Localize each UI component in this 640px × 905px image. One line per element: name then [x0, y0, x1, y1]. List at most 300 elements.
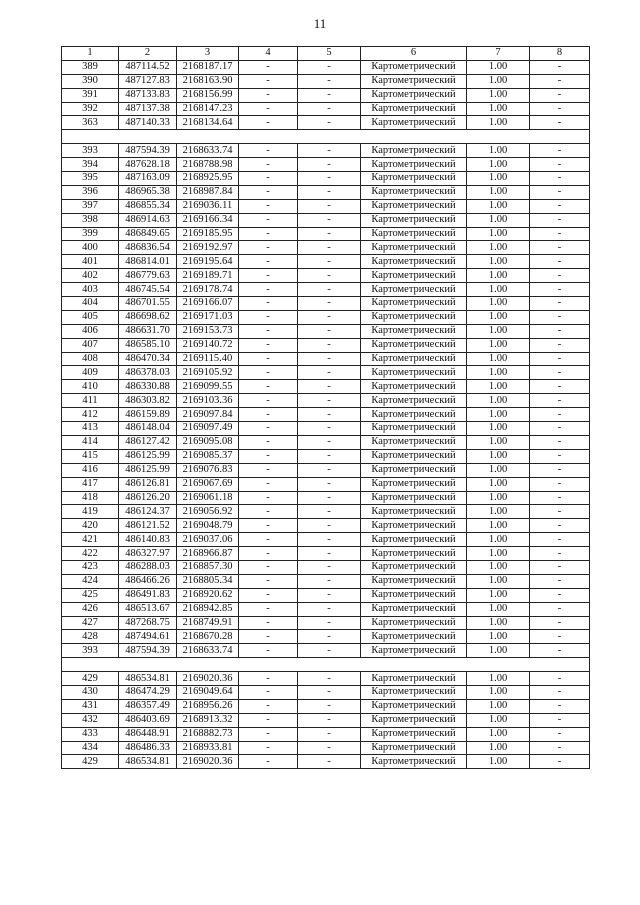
table-row: [62, 158, 590, 172]
table-cell-col-2: 486378.03: [119, 366, 177, 380]
table-cell-col-8: -: [530, 269, 590, 283]
table-cell-col-2: 487628.18: [119, 158, 177, 172]
table-cell-col-3: 2169185.95: [177, 227, 239, 241]
table-row: [62, 185, 590, 199]
table-cell-col-2: 486779.63: [119, 269, 177, 283]
table-cell-col-7: 1.00: [467, 380, 530, 394]
table-cell-col-2: 486698.62: [119, 310, 177, 324]
table-cell-col-8: -: [530, 310, 590, 324]
table-cell-col-6: Картометрический: [361, 477, 467, 491]
table-row: [62, 88, 590, 102]
table-cell-col-1: 429: [62, 672, 119, 686]
table-cell-col-7: 1.00: [467, 297, 530, 311]
table-cell-col-8: -: [530, 283, 590, 297]
table-row: [62, 533, 590, 547]
table-cell-col-2: 486474.29: [119, 685, 177, 699]
table-cell-col-3: 2169166.34: [177, 213, 239, 227]
table-cell-col-2: 486513.67: [119, 602, 177, 616]
table-cell-col-8: -: [530, 630, 590, 644]
table-cell-col-1: 404: [62, 297, 119, 311]
table-cell-col-7: 1.00: [467, 727, 530, 741]
table-cell-col-8: -: [530, 713, 590, 727]
table-cell-col-3: 2168788.98: [177, 158, 239, 172]
table-cell-col-6: Картометрический: [361, 324, 467, 338]
table-cell-col-3: 2169166.07: [177, 297, 239, 311]
table-cell-col-3: 2168134.64: [177, 116, 239, 130]
table-cell-col-6: Картометрический: [361, 616, 467, 630]
table-cell-col-5: -: [298, 185, 361, 199]
table-row: [62, 310, 590, 324]
table-cell-col-6: Картометрический: [361, 213, 467, 227]
table-cell-col-5: -: [298, 255, 361, 269]
table-cell-col-6: Картометрический: [361, 727, 467, 741]
table-cell-col-4: -: [239, 352, 298, 366]
table-cell-col-6: Картометрический: [361, 366, 467, 380]
table-row: [62, 602, 590, 616]
table-cell-col-4: -: [239, 699, 298, 713]
table-cell-col-8: -: [530, 227, 590, 241]
table-cell-col-3: 2169020.36: [177, 672, 239, 686]
table-cell-col-8: -: [530, 199, 590, 213]
column-header-2: 2: [119, 47, 177, 61]
table-cell-col-5: -: [298, 713, 361, 727]
table-cell-col-3: 2169048.79: [177, 519, 239, 533]
table-cell-col-1: 401: [62, 255, 119, 269]
table-cell-col-7: 1.00: [467, 685, 530, 699]
table-cell-col-4: -: [239, 547, 298, 561]
table-cell-col-2: 486701.55: [119, 297, 177, 311]
table-cell-col-2: 486491.83: [119, 588, 177, 602]
table-cell-col-6: Картометрический: [361, 574, 467, 588]
table-cell-col-3: 2169178.74: [177, 283, 239, 297]
table-cell-col-1: 417: [62, 477, 119, 491]
table-cell-col-5: -: [298, 241, 361, 255]
table-cell-col-5: -: [298, 394, 361, 408]
table-cell-col-6: Картометрический: [361, 533, 467, 547]
table-cell-col-5: -: [298, 283, 361, 297]
table-cell-col-1: 399: [62, 227, 119, 241]
table-cell-col-7: 1.00: [467, 616, 530, 630]
table-cell-col-5: -: [298, 533, 361, 547]
table-cell-col-3: 2168942.85: [177, 602, 239, 616]
table-cell-col-7: 1.00: [467, 158, 530, 172]
table-cell-col-2: 486125.99: [119, 449, 177, 463]
table-cell-col-1: 426: [62, 602, 119, 616]
table-cell-col-7: 1.00: [467, 602, 530, 616]
table-row: [62, 519, 590, 533]
table-cell-col-1: 433: [62, 727, 119, 741]
table-cell-col-1: 403: [62, 283, 119, 297]
table-cell-col-8: -: [530, 144, 590, 158]
table-cell-col-3: 2169153.73: [177, 324, 239, 338]
table-row: [62, 241, 590, 255]
table-cell-col-6: Картометрический: [361, 74, 467, 88]
table-cell-col-8: -: [530, 116, 590, 130]
table-cell-col-4: -: [239, 560, 298, 574]
coordinates-table: [61, 46, 590, 769]
table-cell-col-5: -: [298, 574, 361, 588]
table-cell-col-1: 414: [62, 435, 119, 449]
table-cell-col-7: 1.00: [467, 588, 530, 602]
table-cell-col-5: -: [298, 60, 361, 74]
table-row: [62, 672, 590, 686]
table-cell-col-5: -: [298, 477, 361, 491]
table-cell-col-7: 1.00: [467, 672, 530, 686]
table-cell-col-2: 486403.69: [119, 713, 177, 727]
table-cell-col-4: -: [239, 741, 298, 755]
table-cell-col-7: 1.00: [467, 283, 530, 297]
table-row: [62, 713, 590, 727]
table-cell-col-1: 390: [62, 74, 119, 88]
table-cell-col-8: -: [530, 477, 590, 491]
table-cell-col-6: Картометрический: [361, 560, 467, 574]
table-cell-col-2: 486836.54: [119, 241, 177, 255]
table-cell-col-3: 2168966.87: [177, 547, 239, 561]
table-cell-col-2: 486466.26: [119, 574, 177, 588]
table-cell-col-6: Картометрический: [361, 269, 467, 283]
table-row: [62, 449, 590, 463]
table-row: [62, 269, 590, 283]
table-cell-col-7: 1.00: [467, 324, 530, 338]
table-row: [62, 574, 590, 588]
table-cell-col-7: 1.00: [467, 699, 530, 713]
separator-cell: [62, 130, 590, 144]
table-cell-col-3: 2168163.90: [177, 74, 239, 88]
table-cell-col-5: -: [298, 422, 361, 436]
table-cell-col-6: Картометрический: [361, 144, 467, 158]
table-cell-col-7: 1.00: [467, 241, 530, 255]
table-cell-col-2: 486121.52: [119, 519, 177, 533]
table-cell-col-5: -: [298, 352, 361, 366]
table-cell-col-5: -: [298, 588, 361, 602]
table-cell-col-8: -: [530, 255, 590, 269]
table-cell-col-8: -: [530, 547, 590, 561]
table-cell-col-7: 1.00: [467, 741, 530, 755]
table-row: [62, 283, 590, 297]
table-cell-col-8: -: [530, 741, 590, 755]
table-row: [62, 144, 590, 158]
table-cell-col-5: -: [298, 685, 361, 699]
table-cell-col-6: Картометрический: [361, 519, 467, 533]
table-cell-col-5: -: [298, 88, 361, 102]
table-cell-col-2: 486631.70: [119, 324, 177, 338]
table-cell-col-3: 2168147.23: [177, 102, 239, 116]
table-cell-col-6: Картометрический: [361, 394, 467, 408]
table-cell-col-4: -: [239, 283, 298, 297]
table-cell-col-7: 1.00: [467, 102, 530, 116]
table-row: [62, 422, 590, 436]
table-cell-col-1: 411: [62, 394, 119, 408]
table-cell-col-5: -: [298, 519, 361, 533]
table-cell-col-4: -: [239, 713, 298, 727]
table-row: [62, 297, 590, 311]
table-row: [62, 477, 590, 491]
table-cell-col-6: Картометрический: [361, 116, 467, 130]
table-row: [62, 366, 590, 380]
table-cell-col-3: 2169103.36: [177, 394, 239, 408]
table-cell-col-2: 486126.20: [119, 491, 177, 505]
table-cell-col-2: 486140.83: [119, 533, 177, 547]
table-cell-col-5: -: [298, 338, 361, 352]
table-cell-col-7: 1.00: [467, 449, 530, 463]
table-cell-col-8: -: [530, 588, 590, 602]
table-cell-col-4: -: [239, 324, 298, 338]
table-row: [62, 755, 590, 769]
table-cell-col-4: -: [239, 102, 298, 116]
table-cell-col-7: 1.00: [467, 463, 530, 477]
table-cell-col-2: 486159.89: [119, 408, 177, 422]
table-cell-col-4: -: [239, 297, 298, 311]
table-cell-col-8: -: [530, 172, 590, 186]
table-cell-col-3: 2169076.83: [177, 463, 239, 477]
table-cell-col-7: 1.00: [467, 269, 530, 283]
table-row: [62, 338, 590, 352]
table-cell-col-3: 2169056.92: [177, 505, 239, 519]
table-cell-col-1: 407: [62, 338, 119, 352]
table-cell-col-7: 1.00: [467, 755, 530, 769]
table-cell-col-8: -: [530, 158, 590, 172]
table-cell-col-6: Картометрический: [361, 630, 467, 644]
table-cell-col-3: 2169095.08: [177, 435, 239, 449]
table-row: [62, 380, 590, 394]
table-cell-col-4: -: [239, 116, 298, 130]
table-cell-col-3: 2169189.71: [177, 269, 239, 283]
column-header-5: 5: [298, 47, 361, 61]
table-cell-col-4: -: [239, 227, 298, 241]
table-row: [62, 547, 590, 561]
table-cell-col-2: 486814.01: [119, 255, 177, 269]
table-cell-col-3: 2169097.49: [177, 422, 239, 436]
table-cell-col-1: 398: [62, 213, 119, 227]
table-cell-col-1: 431: [62, 699, 119, 713]
table-cell-col-4: -: [239, 366, 298, 380]
table-row: [62, 227, 590, 241]
table-cell-col-2: 487163.09: [119, 172, 177, 186]
table-cell-col-5: -: [298, 602, 361, 616]
table-row: [62, 255, 590, 269]
table-row: [62, 199, 590, 213]
table-cell-col-4: -: [239, 519, 298, 533]
table-cell-col-5: -: [298, 616, 361, 630]
table-cell-col-5: -: [298, 491, 361, 505]
table-cell-col-3: 2169020.36: [177, 755, 239, 769]
table-row: [62, 560, 590, 574]
table-cell-col-1: 395: [62, 172, 119, 186]
table-cell-col-8: -: [530, 241, 590, 255]
table-cell-col-3: 2168156.99: [177, 88, 239, 102]
table-cell-col-4: -: [239, 533, 298, 547]
table-cell-col-1: 393: [62, 144, 119, 158]
table-cell-col-6: Картометрический: [361, 60, 467, 74]
table-cell-col-7: 1.00: [467, 116, 530, 130]
table-cell-col-6: Картометрический: [361, 227, 467, 241]
table-cell-col-7: 1.00: [467, 172, 530, 186]
table-cell-col-6: Картометрический: [361, 422, 467, 436]
table-cell-col-7: 1.00: [467, 144, 530, 158]
table-cell-col-4: -: [239, 630, 298, 644]
table-cell-col-7: 1.00: [467, 630, 530, 644]
table-cell-col-6: Картометрический: [361, 547, 467, 561]
table-cell-col-6: Картометрический: [361, 505, 467, 519]
table-cell-col-7: 1.00: [467, 88, 530, 102]
table-cell-col-6: Картометрический: [361, 380, 467, 394]
table-cell-col-3: 2169085.37: [177, 449, 239, 463]
table-cell-col-8: -: [530, 102, 590, 116]
table-cell-col-3: 2168920.62: [177, 588, 239, 602]
table-cell-col-4: -: [239, 602, 298, 616]
table-cell-col-3: 2168187.17: [177, 60, 239, 74]
table-cell-col-4: -: [239, 505, 298, 519]
table-cell-col-3: 2168633.74: [177, 644, 239, 658]
table-cell-col-4: -: [239, 74, 298, 88]
table-cell-col-8: -: [530, 366, 590, 380]
table-cell-col-1: 434: [62, 741, 119, 755]
table-cell-col-3: 2169049.64: [177, 685, 239, 699]
table-cell-col-3: 2169115.40: [177, 352, 239, 366]
table-row: [62, 213, 590, 227]
table-row: [62, 435, 590, 449]
table-cell-col-1: 423: [62, 560, 119, 574]
table-cell-col-3: 2168913.32: [177, 713, 239, 727]
table-cell-col-3: 2168670.28: [177, 630, 239, 644]
table-cell-col-6: Картометрический: [361, 755, 467, 769]
table-cell-col-5: -: [298, 172, 361, 186]
table-row: [62, 324, 590, 338]
table-cell-col-2: 486124.37: [119, 505, 177, 519]
table-cell-col-6: Картометрический: [361, 352, 467, 366]
table-cell-col-3: 2169067.69: [177, 477, 239, 491]
table-cell-col-4: -: [239, 449, 298, 463]
table-cell-col-4: -: [239, 213, 298, 227]
table-cell-col-2: 486127.42: [119, 435, 177, 449]
table-cell-col-1: 429: [62, 755, 119, 769]
table-cell-col-8: -: [530, 297, 590, 311]
table-row: [62, 630, 590, 644]
table-cell-col-5: -: [298, 269, 361, 283]
table-cell-col-6: Картометрический: [361, 588, 467, 602]
table-cell-col-1: 416: [62, 463, 119, 477]
table-cell-col-8: -: [530, 755, 590, 769]
table-cell-col-5: -: [298, 213, 361, 227]
table-cell-col-8: -: [530, 338, 590, 352]
table-cell-col-6: Картометрический: [361, 644, 467, 658]
table-cell-col-5: -: [298, 74, 361, 88]
table-cell-col-4: -: [239, 172, 298, 186]
table-cell-col-2: 486148.04: [119, 422, 177, 436]
table-cell-col-8: -: [530, 380, 590, 394]
table-cell-col-6: Картометрический: [361, 408, 467, 422]
table-cell-col-7: 1.00: [467, 477, 530, 491]
table-cell-col-4: -: [239, 491, 298, 505]
table-cell-col-1: 391: [62, 88, 119, 102]
table-cell-col-1: 412: [62, 408, 119, 422]
table-cell-col-2: 487127.83: [119, 74, 177, 88]
table-cell-col-4: -: [239, 199, 298, 213]
table-cell-col-8: -: [530, 685, 590, 699]
table-row: [62, 60, 590, 74]
table-cell-col-6: Картометрический: [361, 699, 467, 713]
table-cell-col-7: 1.00: [467, 519, 530, 533]
table-cell-col-8: -: [530, 616, 590, 630]
table-cell-col-3: 2168857.30: [177, 560, 239, 574]
table-row: [62, 491, 590, 505]
table-cell-col-4: -: [239, 338, 298, 352]
table-cell-col-4: -: [239, 422, 298, 436]
table-cell-col-1: 428: [62, 630, 119, 644]
table-cell-col-7: 1.00: [467, 352, 530, 366]
table-cell-col-2: 486330.88: [119, 380, 177, 394]
table-cell-col-7: 1.00: [467, 713, 530, 727]
table-cell-col-4: -: [239, 727, 298, 741]
table-cell-col-1: 432: [62, 713, 119, 727]
table-cell-col-4: -: [239, 269, 298, 283]
table-cell-col-3: 2168882.73: [177, 727, 239, 741]
table-cell-col-2: 486470.34: [119, 352, 177, 366]
table-cell-col-1: 389: [62, 60, 119, 74]
table-cell-col-7: 1.00: [467, 547, 530, 561]
table-cell-col-6: Картометрический: [361, 241, 467, 255]
table-cell-col-2: 487494.61: [119, 630, 177, 644]
table-cell-col-5: -: [298, 297, 361, 311]
table-cell-col-8: -: [530, 644, 590, 658]
table-cell-col-2: 486288.03: [119, 560, 177, 574]
table-cell-col-5: -: [298, 547, 361, 561]
table-cell-col-7: 1.00: [467, 533, 530, 547]
table-row: [62, 116, 590, 130]
table-cell-col-4: -: [239, 394, 298, 408]
column-header-4: 4: [239, 47, 298, 61]
table-cell-col-6: Картометрический: [361, 185, 467, 199]
table-cell-col-2: 486126.81: [119, 477, 177, 491]
table-cell-col-7: 1.00: [467, 644, 530, 658]
table-cell-col-5: -: [298, 630, 361, 644]
table-cell-col-3: 2169195.64: [177, 255, 239, 269]
table-cell-col-7: 1.00: [467, 185, 530, 199]
table-cell-col-6: Картометрический: [361, 310, 467, 324]
table-cell-col-6: Картометрический: [361, 741, 467, 755]
table-row: [62, 352, 590, 366]
table-cell-col-1: 420: [62, 519, 119, 533]
table-row: [62, 699, 590, 713]
table-cell-col-5: -: [298, 699, 361, 713]
table-cell-col-4: -: [239, 616, 298, 630]
table-cell-col-7: 1.00: [467, 227, 530, 241]
column-header-7: 7: [467, 47, 530, 61]
table-cell-col-7: 1.00: [467, 574, 530, 588]
table-cell-col-1: 427: [62, 616, 119, 630]
table-cell-col-8: -: [530, 394, 590, 408]
table-cell-col-7: 1.00: [467, 199, 530, 213]
table-cell-col-4: -: [239, 310, 298, 324]
table-cell-col-2: 486855.34: [119, 199, 177, 213]
table-cell-col-6: Картометрический: [361, 672, 467, 686]
table-cell-col-1: 392: [62, 102, 119, 116]
table-cell-col-3: 2168925.95: [177, 172, 239, 186]
table-cell-col-6: Картометрический: [361, 102, 467, 116]
table-cell-col-5: -: [298, 435, 361, 449]
table-cell-col-5: -: [298, 116, 361, 130]
table-cell-col-7: 1.00: [467, 60, 530, 74]
column-header-3: 3: [177, 47, 239, 61]
table-cell-col-4: -: [239, 380, 298, 394]
table-cell-col-7: 1.00: [467, 422, 530, 436]
table-row: [62, 463, 590, 477]
table-cell-col-1: 413: [62, 422, 119, 436]
table-cell-col-4: -: [239, 241, 298, 255]
table-cell-col-1: 405: [62, 310, 119, 324]
table-body: [62, 60, 590, 768]
table-cell-col-5: -: [298, 727, 361, 741]
